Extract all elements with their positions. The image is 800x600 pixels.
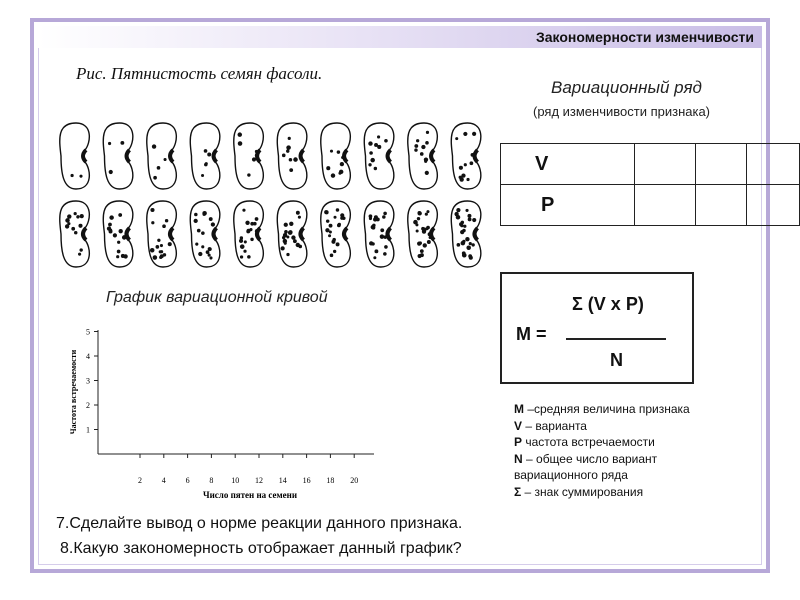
bean-seed bbox=[321, 123, 351, 189]
bean-seed bbox=[147, 201, 177, 267]
bean-seed bbox=[60, 123, 90, 189]
question-8: 8.Какую закономерность отображает данный график? bbox=[60, 540, 462, 557]
bean-seed bbox=[147, 123, 177, 189]
legend-item-m: M –средняя величина признака bbox=[514, 402, 690, 416]
variation-series-subtitle: (ряд изменчивости признака) bbox=[533, 104, 711, 119]
graph-xlabel: Число пятен на семени bbox=[202, 490, 298, 500]
bean-seed bbox=[451, 123, 481, 189]
question-7: 7.Сделайте вывод о норме реакции данного признака. bbox=[56, 515, 463, 532]
table-cell bbox=[635, 144, 696, 185]
legend-item-p: P частота встречаемости bbox=[514, 435, 655, 449]
bean-seed bbox=[364, 201, 394, 267]
formula-denominator: N bbox=[610, 350, 623, 370]
x-tick-label: 6 bbox=[185, 476, 190, 485]
graph-ylabel: Частота встречаемости bbox=[69, 349, 78, 435]
mean-formula-box bbox=[500, 272, 694, 384]
bean-seed bbox=[234, 201, 264, 267]
table-cell bbox=[747, 185, 800, 226]
y-tick-label: 2 bbox=[86, 401, 90, 410]
y-tick-label: 4 bbox=[86, 352, 90, 361]
bean-seed bbox=[408, 201, 438, 267]
table-cell bbox=[696, 144, 747, 185]
bean-seed bbox=[451, 201, 481, 267]
bean-seed bbox=[103, 201, 133, 267]
legend-item-n: N – общее число вариант вариационного ряда bbox=[514, 451, 658, 482]
table-cell bbox=[747, 144, 800, 185]
row-header-v: V bbox=[501, 144, 635, 185]
bean-seed bbox=[277, 201, 307, 267]
variation-series-title: Вариационный ряд bbox=[551, 78, 702, 97]
slide-title: Закономерности изменчивости bbox=[536, 29, 754, 45]
legend-item-v: V – варианта bbox=[514, 418, 587, 433]
legend-item-sigma: Σ – знак суммирования bbox=[514, 484, 644, 499]
bean-seed bbox=[277, 123, 307, 189]
bean-seeds-figure bbox=[58, 120, 498, 280]
bean-seed bbox=[60, 201, 90, 267]
bean-seed bbox=[234, 123, 264, 189]
x-tick-label: 16 bbox=[302, 476, 311, 485]
formula-lhs: M = bbox=[516, 324, 547, 344]
variation-curve-graph bbox=[64, 322, 384, 508]
formula-legend bbox=[514, 401, 744, 500]
y-tick-label: 1 bbox=[86, 425, 90, 435]
bean-seed bbox=[408, 123, 438, 189]
row-header-p: P bbox=[501, 185, 635, 226]
x-tick-label: 12 bbox=[255, 476, 263, 485]
x-tick-label: 20 bbox=[350, 476, 359, 485]
x-tick-label: 2 bbox=[138, 476, 142, 485]
formula-numerator: Σ (V x P) bbox=[572, 294, 644, 314]
y-tick-label: 5 bbox=[86, 327, 90, 337]
table-cell bbox=[696, 185, 747, 226]
bean-seed bbox=[103, 123, 133, 189]
x-tick-label: 14 bbox=[278, 476, 287, 485]
y-tick-label: 3 bbox=[86, 376, 90, 386]
bean-seed bbox=[364, 123, 394, 189]
table-row-v bbox=[501, 144, 800, 185]
header-bar bbox=[38, 26, 762, 48]
bean-seed bbox=[190, 201, 220, 267]
variation-table bbox=[500, 143, 800, 226]
table-row-p bbox=[501, 185, 800, 226]
bean-seed bbox=[321, 201, 351, 267]
table-cell bbox=[635, 185, 696, 226]
fraction-bar bbox=[566, 338, 666, 340]
figure-caption: Рис. Пятнистость семян фасоли. bbox=[76, 64, 323, 83]
graph-title: График вариационной кривой bbox=[106, 289, 328, 306]
x-tick-label: 4 bbox=[161, 476, 166, 485]
x-tick-label: 18 bbox=[326, 476, 335, 485]
bean-seed bbox=[190, 123, 220, 189]
x-tick-label: 8 bbox=[209, 476, 214, 485]
x-tick-label: 10 bbox=[231, 476, 240, 485]
